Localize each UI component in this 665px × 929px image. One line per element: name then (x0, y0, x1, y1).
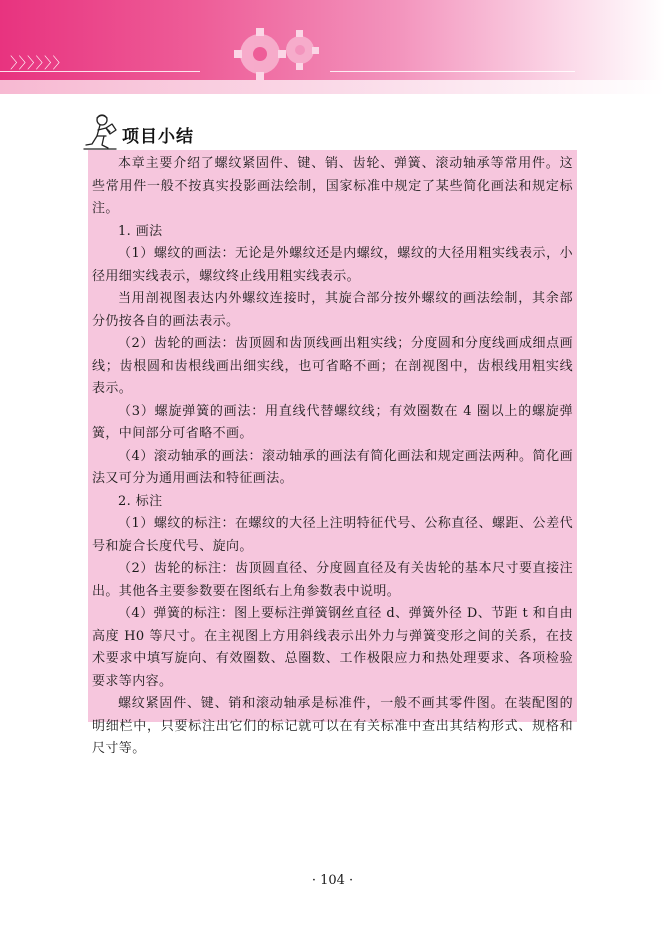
paragraph-intro: 本章主要介绍了螺纹紧固件、键、销、齿轮、弹簧、滚动轴承等常用件。这些常用件一般不按真实投影画法绘制，国家标准中规定了某些简化画法和规定标注。 (92, 156, 573, 216)
section-title: 项目小结 (122, 127, 194, 147)
reading-person-icon (82, 112, 120, 152)
heading-drawing: 1. 画法 (118, 223, 163, 239)
paragraph-thread-annotation: （1）螺纹的标注：在螺纹的大径上注明特征代号、公称直径、螺距、公差代号和旋合长度代号、旋向。 (92, 516, 573, 554)
gear-decoration-icon (222, 20, 332, 82)
paragraph-gear-annotation: （2）齿轮的标注：齿顶圆直径、分度圆直径及有关齿轮的基本尺寸要直接注出。其他各主要参数要在图纸右上角参数表中说明。 (92, 561, 573, 599)
paragraph-thread-section: 当用剖视图表达内外螺纹连接时，其旋合部分按外螺纹的画法绘制，其余部分仍按各自的画法表示。 (92, 291, 573, 329)
header-banner (0, 0, 665, 80)
page-number: · 104 · (311, 873, 354, 888)
paragraph-gear-drawing: （2）齿轮的画法：齿顶圆和齿顶线画出粗实线；分度圆和分度线画成细点画线；齿根圆和齿根线画出细实线，也可省略不画；在剖视图中，齿根线用粗实线表示。 (92, 336, 573, 396)
paragraph-standard-parts: 螺纹紧固件、键、销和滚动轴承是标准件，一般不画其零件图。在装配图的明细栏中，只要标注出它们的标记就可以在有关标准中查出其结构形式、规格和尺寸等。 (92, 696, 573, 756)
chevron-decoration: 〉〉〉〉〉〉 (10, 54, 69, 72)
paragraph-bearing-drawing: （4）滚动轴承的画法：滚动轴承的画法有简化画法和规定画法两种。简化画法又可分为通用画法和特征画法。 (92, 448, 573, 486)
header-rule-right (330, 71, 575, 72)
heading-annotation: 2. 标注 (118, 493, 163, 509)
paragraph-spring-annotation: （4）弹簧的标注：图上要标注弹簧钢丝直径 d、弹簧外径 D、节距 t 和自由高度 H0 等尺寸。在主视图上方用斜线表示出外力与弹簧变形之间的关系，在技术要求中填写旋向、有效圈数、总圈数、工作极限应力和热处理要求、各项检验要求等内容。 (92, 606, 573, 689)
paragraph-thread-drawing: （1）螺纹的画法：无论是外螺纹还是内螺纹，螺纹的大径用粗实线表示，小径用细实线表示，螺纹终止线用粗实线表示。 (92, 246, 573, 284)
header-strip (0, 80, 665, 94)
summary-box (88, 150, 577, 756)
paragraph-spring-drawing: （3）螺旋弹簧的画法：用直线代替螺纹线；有效圈数在 4 圈以上的螺旋弹簧，中间部分可省略不画。 (92, 403, 573, 441)
